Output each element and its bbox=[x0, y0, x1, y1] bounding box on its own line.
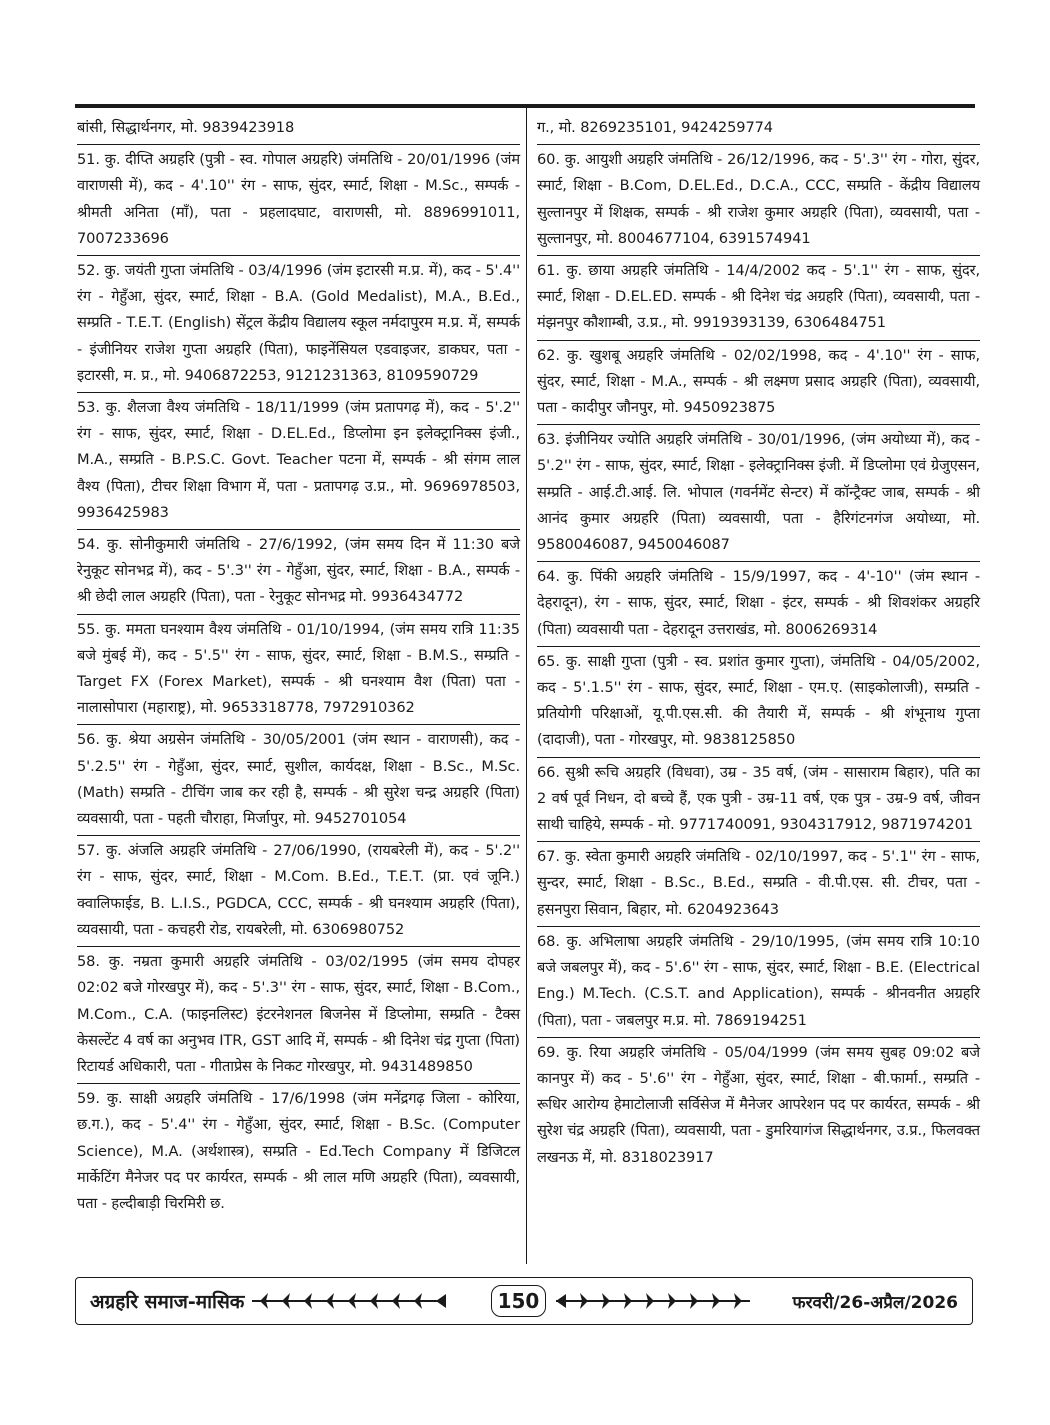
entry-53: 53. कु. शैलजा वैश्य जंमतिथि - 18/11/1999 (जंम प्रतापगढ़ में), कद - 5'.2'' रंग - साफ, सुंदर, स्मार्ट, शिक्षा - D.EL.Ed., डिप्लोमा इन इलेक्ट्रानिक्स इंजी., M.A., सम्प्रति - B.P.S.C. Govt. Teacher पटना में, सम्पर्क - श्री संगम लाल वैश्य (पिता), टीचर शिक्षा विभाग में, पता - प्रतापगढ़ उ.प्र., मो. 9696978503, 9936425983 bbox=[77, 393, 520, 530]
entry-57: 57. कु. अंजलि अग्रहरि जंमतिथि - 27/06/1990, (रायबरेली में), कद - 5'.2'' रंग - साफ, सुंदर, स्मार्ट, शिक्षा - M.Com. B.Ed., T.E.T. (प्रा. एवं जूनि.) क्वालिफाईड, B. L.I.S., PGDCA, CCC, सम्पर्क - श्री घनश्याम अग्रहरि (पिता), व्यवसायी, पता - कचहरी रोड, रायबरेली, मो. 6306980752 bbox=[77, 836, 520, 947]
arrow-vine-ornament-icon bbox=[250, 1286, 484, 1316]
entry-54: 54. कु. सोनीकुमारी जंमतिथि - 27/6/1992, (जंम समय दिन में 11:30 बजे रेनुकूट सोनभद्र में), कद - 5'.3'' रंग - गेहुँआ, सुंदर, स्मार्ट, शिक्षा - B.A., सम्पर्क - श्री छेदी लाल अग्रहरि (पिता), पता - रेनुकूट सोनभद्र मो. 9936434772 bbox=[77, 530, 520, 615]
entry-67: 67. कु. स्वेता कुमारी अग्रहरि जंमतिथि - 02/10/1997, कद - 5'.1'' रंग - साफ, सुन्दर, स्मार्ट, शिक्षा - B.Sc., B.Ed., सम्प्रति - वी.पी.एस. सी. टीचर, पता - हसनपुरा सिवान, बिहार, मो. 6204923643 bbox=[537, 842, 980, 927]
right-column bbox=[537, 113, 980, 1174]
entry-64: 64. कु. पिंकी अग्रहरि जंमतिथि - 15/9/1997, कद - 4'-10'' (जंम स्थान - देहरादून), रंग - साफ, सुंदर, स्मार्ट, शिक्षा - इंटर, सम्पर्क - श्री शिवशंकर अग्रहरि (पिता) व्यवसायी पता - देहरादून उत्तराखंड, मो. 8006269314 bbox=[537, 562, 980, 647]
entry-66: 66. सुश्री रूचि अग्रहरि (विधवा), उम्र - 35 वर्ष, (जंम - सासाराम बिहार), पति का 2 वर्ष पूर्व निधन, दो बच्चे हैं, एक पुत्री - उम्र-11 वर्ष, एक पुत्र - उम्र-9 वर्ष, जीवन साथी चाहिये, सम्पर्क - मो. 9771740091, 9304317912, 9871974201 bbox=[537, 758, 980, 843]
entry-60: 60. कु. आयुशी अग्रहरि जंमतिथि - 26/12/1996, कद - 5'.3'' रंग - गोरा, सुंदर, स्मार्ट, शिक्षा - B.Com, D.EL.Ed., D.C.A., CCC, सम्प्रति - केंद्रीय विद्यालय सुल्तानपुर में शिक्षक, सम्पर्क - श्री राजेश कुमार अग्रहरि (पिता), व्यवसायी, पता - सुल्तानपुर, मो. 8004677104, 6391574941 bbox=[537, 145, 980, 256]
entry-69: 69. कु. रिया अग्रहरि जंमतिथि - 05/04/1999 (जंम समय सुबह 09:02 बजे कानपुर में) कद - 5'.6'' रंग - गेहुँआ, सुंदर, स्मार्ट, शिक्षा - बी.फार्मा., सम्प्रति - रूधिर आरोग्य हेमाटोलाजी सर्विसेज में मैनेजर आपरेशन पद पर कार्यरत, सम्पर्क - श्री सुरेश चंद्र अग्रहरि (पिता), व्यवसायी, पता - डुमरियागंज सिद्धार्थनगर, उ.प्र., फिलवक्त लखनऊ में, मो. 8318023917 bbox=[537, 1043, 980, 1166]
entry-52: 52. कु. जयंती गुप्ता जंमतिथि - 03/4/1996 (जंम इटारसी म.प्र. में), कद - 5'.4'' रंग - गेहुँआ, सुंदर, स्मार्ट, शिक्षा - B.A. (Gold Medalist), M.A., B.Ed., सम्प्रति - T.E.T. (English) सेंट्रल केंद्रीय विद्यालय स्कूल नर्मदापुरम म.प्र. में, सम्पर्क - इंजीनियर राजेश गुप्ता अग्रहरि (पिता), फाइनेंसियल एडवाइजर, डाकघर, पता - इटारसी, म. प्र., मो. 9406872253, 9121231363, 8109590729 bbox=[77, 256, 520, 393]
entry-56: 56. कु. श्रेया अग्रसेन जंमतिथि - 30/05/2001 (जंम स्थान - वाराणसी), कद - 5'.2.5'' रंग - गेहुँआ, सुंदर, स्मार्ट, सुशील, कार्यदक्ष, शिक्षा - B.Sc., M.Sc. (Math) सम्प्रति - टीचिंग जाब कर रही है, सम्पर्क - श्री सुरेश चन्द्र अग्रहरि (पिता) व्यवसायी, पता - पहती चौराहा, मिर्जापुर, मो. 9452701054 bbox=[77, 725, 520, 836]
entry-58: 58. कु. नम्रता कुमारी अग्रहरि जंमतिथि - 03/02/1995 (जंम समय दोपहर 02:02 बजे गोरखपुर में), कद - 5'.3'' रंग - साफ, सुंदर, स्मार्ट, शिक्षा - B.Com., M.Com., C.A. (फाइनलिस्ट) इंटरनेशनल बिजनेस में डिप्लोमा, सम्प्रति - टैक्स केसल्टेंट 4 वर्ष का अनुभव ITR, GST आदि में, सम्पर्क - श्री दिनेश चंद्र गुप्ता (पिता) रिटायर्ड अधिकारी, पता - गीताप्रेस के निकट गोरखपुर, मो. 9431489850 bbox=[77, 947, 520, 1084]
column-divider bbox=[526, 108, 527, 1264]
entry-59-continuation: ग., मो. 8269235101, 9424259774 bbox=[537, 113, 980, 145]
page-number: 150 bbox=[491, 1285, 547, 1317]
left-column bbox=[77, 113, 520, 1220]
entry-59: 59. कु. साक्षी अग्रहरि जंमतिथि - 17/6/1998 (जंम मनेंद्रगढ़ जिला - कोरिया, छ.ग.), कद - 5'.4'' रंग - गेहुँआ, सुंदर, स्मार्ट, शिक्षा - B.Sc. (Computer Science), M.A. (अर्थशास्त्र), सम्प्रति - Ed.Tech Company में डिजिटल मार्केटिंग मैनेजर पद पर कार्यरत, सम्पर्क - श्री लाल मणि अग्रहरि (पिता), व्यवसायी, पता - हल्दीबाड़ी चिरमिरी छ. bbox=[77, 1090, 520, 1212]
issue-date: फरवरी/26-अप्रैल/2026 bbox=[792, 1292, 958, 1313]
publication-name: अग्रहरि समाज-मासिक bbox=[90, 1291, 245, 1313]
entry-63: 63. इंजीनियर ज्योति अग्रहरि जंमतिथि - 30/01/1996, (जंम अयोध्या में), कद - 5'.2'' रंग - साफ, सुंदर, स्मार्ट, शिक्षा - इलेक्ट्रानिक्स इंजी. में डिप्लोमा एवं ग्रेजुएसन, सम्प्रति - आई.टी.आई. लि. भोपाल (गवर्नमेंट सेन्टर) में कॉन्ट्रैक्ट जाब, सम्पर्क - श्री आनंद कुमार अग्रहरि (पिता) व्यवसायी, पता - हैरिगंटनगंज अयोध्या, मो. 9580046087, 9450046087 bbox=[537, 425, 980, 562]
arrow-vine-ornament-icon bbox=[552, 1286, 786, 1316]
entry-continuation: बांसी, सिद्धार्थनगर, मो. 9839423918 bbox=[77, 113, 520, 145]
entry-68: 68. कु. अभिलाषा अग्रहरि जंमतिथि - 29/10/1995, (जंम समय रात्रि 10:10 बजे जबलपुर में), कद - 5'.6'' रंग - साफ, सुंदर, स्मार्ट, शिक्षा - B.E. (Electrical Eng.) M.Tech. (C.S.T. and Application), सम्पर्क - श्रीनवनीत अग्रहरि (पिता), पता - जबलपुर म.प्र. मो. 7869194251 bbox=[537, 927, 980, 1038]
entry-65: 65. कु. साक्षी गुप्ता (पुत्री - स्व. प्रशांत कुमार गुप्ता), जंमतिथि - 04/05/2002, कद - 5'.1.5'' रंग - साफ, सुंदर, स्मार्ट, शिक्षा - एम.ए. (साइकोलाजी), सम्प्रति - प्रतियोगी परिक्षाओं, यू.पी.एस.सी. की तैयारी में, सम्पर्क - श्री शंभूनाथ गुप्ता (दादाजी), पता - गोरखपुर, मो. 9838125850 bbox=[537, 647, 980, 758]
entry-51: 51. कु. दीप्ति अग्रहरि (पुत्री - स्व. गोपाल अग्रहरि) जंमतिथि - 20/01/1996 (जंम वाराणसी में), कद - 4'.10'' रंग - साफ, सुंदर, स्मार्ट, शिक्षा - M.Sc., सम्पर्क - श्रीमती अनिता (माँ), पता - प्रहलादघाट, वाराणसी, मो. 8896991011, 7007233696 bbox=[77, 145, 520, 256]
entry-61: 61. कु. छाया अग्रहरि जंमतिथि - 14/4/2002 कद - 5'.1'' रंग - साफ, सुंदर, स्मार्ट, शिक्षा - D.EL.ED. सम्पर्क - श्री दिनेश चंद्र अग्रहरि (पिता), व्यवसायी, पता - मंझनपुर कौशाम्बी, उ.प्र., मो. 9919393139, 6306484751 bbox=[537, 256, 980, 341]
entry-55: 55. कु. ममता घनश्याम वैश्य जंमतिथि - 01/10/1994, (जंम समय रात्रि 11:35 बजे मुंबई में), कद - 5'.5'' रंग - साफ, सुंदर, स्मार्ट, शिक्षा - B.M.S., सम्प्रति - Target FX (Forex Market), सम्पर्क - श्री घनश्याम वैश (पिता) पता - नालासोपारा (महाराष्ट्र), मो. 9653318778, 7972910362 bbox=[77, 615, 520, 726]
entry-62: 62. कु. खुशबू अग्रहरि जंमतिथि - 02/02/1998, कद - 4'.10'' रंग - साफ, सुंदर, स्मार्ट, शिक्षा - M.A., सम्पर्क - श्री लक्ष्मण प्रसाद अग्रहरि (पिता), व्यवसायी, पता - कादीपुर जौनपुर, मो. 9450923875 bbox=[537, 341, 980, 426]
page-footer bbox=[75, 1277, 973, 1325]
top-rule bbox=[75, 104, 975, 108]
